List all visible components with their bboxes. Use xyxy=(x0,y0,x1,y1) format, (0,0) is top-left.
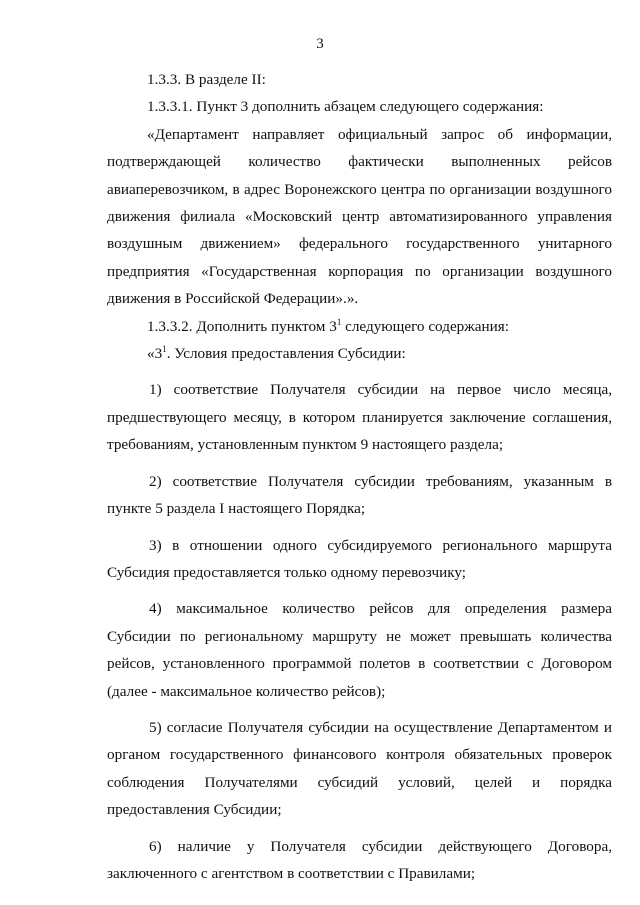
paragraph-quoted-department-request: «Департамент направляет официальный запрос об информации, подтверждающей количество фактически выполненных рейсов авиаперевозчиком, в адрес Воронежского центра по организации воздушного движения филиала «Московский центр автоматизированного управления воздушным движением» федерального государственного унитарного предприятия «Государственная корпорация по организации воздушного движения в Российской Федерации».». xyxy=(107,125,612,308)
list-item-condition-3: 3) в отношении одного субсидируемого регионального маршрута Субсидия предоставляется только одному перевозчику; xyxy=(107,536,612,581)
list-item-condition-2: 2) соответствие Получателя субсидии требованиям, указанным в пункте 5 раздела I настоящего Порядка; xyxy=(107,472,612,518)
paragraph-conditions-heading xyxy=(107,340,612,367)
list-item-condition-1: 1) соответствие Получателя субсидии на первое число месяца, предшествующего месяцу, в котором планируется заключение соглашения, требованиям, установленным пунктом 9 настоящего раздела; xyxy=(107,381,612,454)
paragraph-section-heading: 1.3.3. В разделе II: xyxy=(147,71,266,88)
page-number: 3 xyxy=(316,36,324,52)
list-item-condition-5: 5) согласие Получателя субсидии на осуществление Департаментом и органом государственного финансового контроля обязательных проверок соблюдения Получателями субсидий условий, целей и порядка предоставления Субсидии; xyxy=(107,718,612,819)
text-fragment: 1.3.3.2. Дополнить пунктом 3 xyxy=(147,317,337,335)
superscript: 1 xyxy=(162,344,167,354)
paragraph-point-3-amendment: 1.3.3.1. Пункт 3 дополнить абзацем следующего содержания: xyxy=(147,98,544,116)
list-item-condition-6: 6) наличие у Получателя субсидии действующего Договора, заключенного с агентством в соответствии с Правилами; xyxy=(107,837,612,882)
text-fragment: следующего содержания: xyxy=(341,317,509,335)
text-fragment: «3 xyxy=(147,345,163,363)
paragraph-add-point-3-1 xyxy=(107,313,612,340)
list-item-condition-4: 4) максимальное количество рейсов для определения размера Субсидии по региональному маршруту не может превышать количества рейсов, установленного программой полетов в соответствии с Договором (далее - максимальное количество рейсов); xyxy=(107,600,612,700)
text-fragment: . Условия предоставления Субсидии: xyxy=(166,345,406,363)
superscript: 1 xyxy=(336,316,342,327)
document-body xyxy=(107,66,612,887)
